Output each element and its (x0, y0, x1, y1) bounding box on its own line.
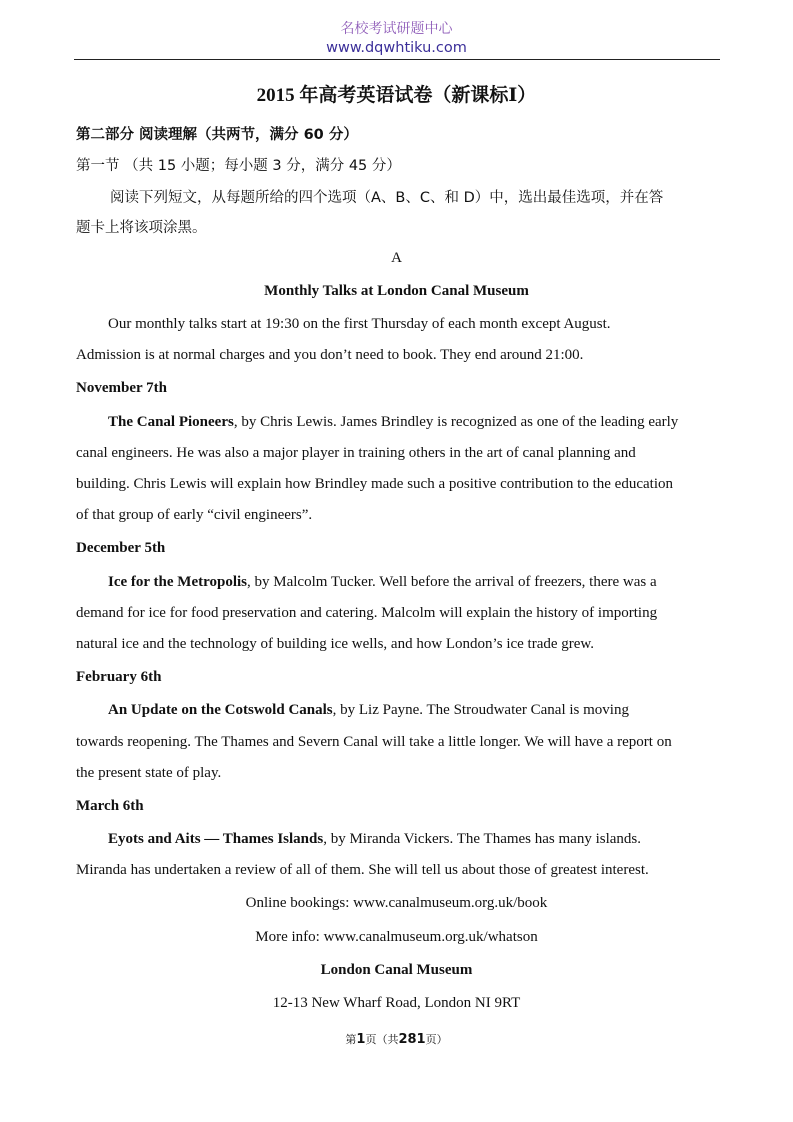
talk-line: of that group of early “civil engineers”. (76, 507, 313, 523)
talk-line: building. Chris Lewis will explain how Brindley made such a positive contribution to the education (76, 476, 673, 492)
talk-line: towards reopening. The Thames and Severn Canal will take a little longer. We will have a report on (76, 734, 672, 750)
talk-title: Ice for the Metropolis (108, 574, 247, 590)
talk-line: the present state of play. (76, 765, 222, 781)
talk-date: November 7th (76, 380, 167, 396)
talk-text: , by Liz Payne. The Stroudwater Canal is moving (332, 702, 629, 718)
passage-title: Monthly Talks at London Canal Museum (264, 283, 529, 299)
online-bookings: Online bookings: www.canalmuseum.org.uk/book (245, 895, 548, 911)
footer-middle: 页（共 (365, 1033, 399, 1046)
talk-first-line (108, 831, 641, 848)
passage-letter: A (391, 250, 402, 266)
total-pages: 281 (398, 1032, 426, 1047)
instructions-line-1: 阅读下列短文，从每题所给的四个选项（A、B、C、和 D）中，选出最佳选项，并在答 (110, 190, 664, 206)
talk-text: , by Miranda Vickers. The Thames has many islands. (323, 831, 642, 847)
header-divider (74, 59, 720, 60)
talk-line: canal engineers. He was also a major player in training others in the art of canal planning and (76, 445, 636, 461)
intro-line-1: Our monthly talks start at 19:30 on the first Thursday of each month except August. (108, 316, 611, 332)
intro-line-2: Admission is at normal charges and you don’t need to book. They end around 21:00. (76, 347, 584, 363)
instructions-line-2: 题卡上将该项涂黑。 (76, 220, 207, 236)
site-name: 名校考试研题中心 (340, 21, 453, 37)
talk-first-line (108, 414, 678, 431)
talk-date: February 6th (76, 669, 162, 685)
talk-text: , by Chris Lewis. James Brindley is recognized as one of the leading early (233, 414, 679, 430)
page-number: 1 (356, 1032, 366, 1047)
site-url[interactable]: www.dqwhtiku.com (326, 40, 467, 56)
page-header (0, 20, 793, 58)
talk-line: demand for ice for food preservation and catering. Malcolm will explain the history of importing (76, 605, 658, 621)
part-heading: 第二部分 阅读理解（共两节，满分 60 分） (76, 127, 358, 143)
museum-name: London Canal Museum (320, 962, 473, 978)
talk-title: An Update on the Cotswold Canals (108, 702, 333, 718)
exam-title: 2015 年高考英语试卷（新课标Ⅰ） (256, 85, 537, 106)
talk-title: The Canal Pioneers (108, 414, 234, 430)
talk-first-line (108, 702, 629, 719)
talk-first-line (108, 574, 657, 591)
museum-address: 12-13 New Wharf Road, London NI 9RT (272, 995, 521, 1011)
talk-title: Eyots and Aits — Thames Islands (108, 831, 324, 847)
footer-prefix: 第 (345, 1033, 357, 1046)
talk-date: March 6th (76, 798, 144, 814)
talk-line: natural ice and the technology of building ice wells, and how London’s ice trade grew. (76, 636, 595, 652)
footer-suffix: 页） (425, 1033, 448, 1046)
talk-text: , by Malcolm Tucker. Well before the arrival of freezers, there was a (247, 574, 657, 590)
page-footer (0, 1031, 793, 1047)
more-info: More info: www.canalmuseum.org.uk/whatson (255, 929, 538, 945)
talk-date: December 5th (76, 540, 166, 556)
section-heading: 第一节 （共 15 小题；每小题 3 分，满分 45 分） (76, 158, 401, 174)
talk-line: Miranda has undertaken a review of all of them. She will tell us about those of greatest interest. (76, 862, 649, 878)
